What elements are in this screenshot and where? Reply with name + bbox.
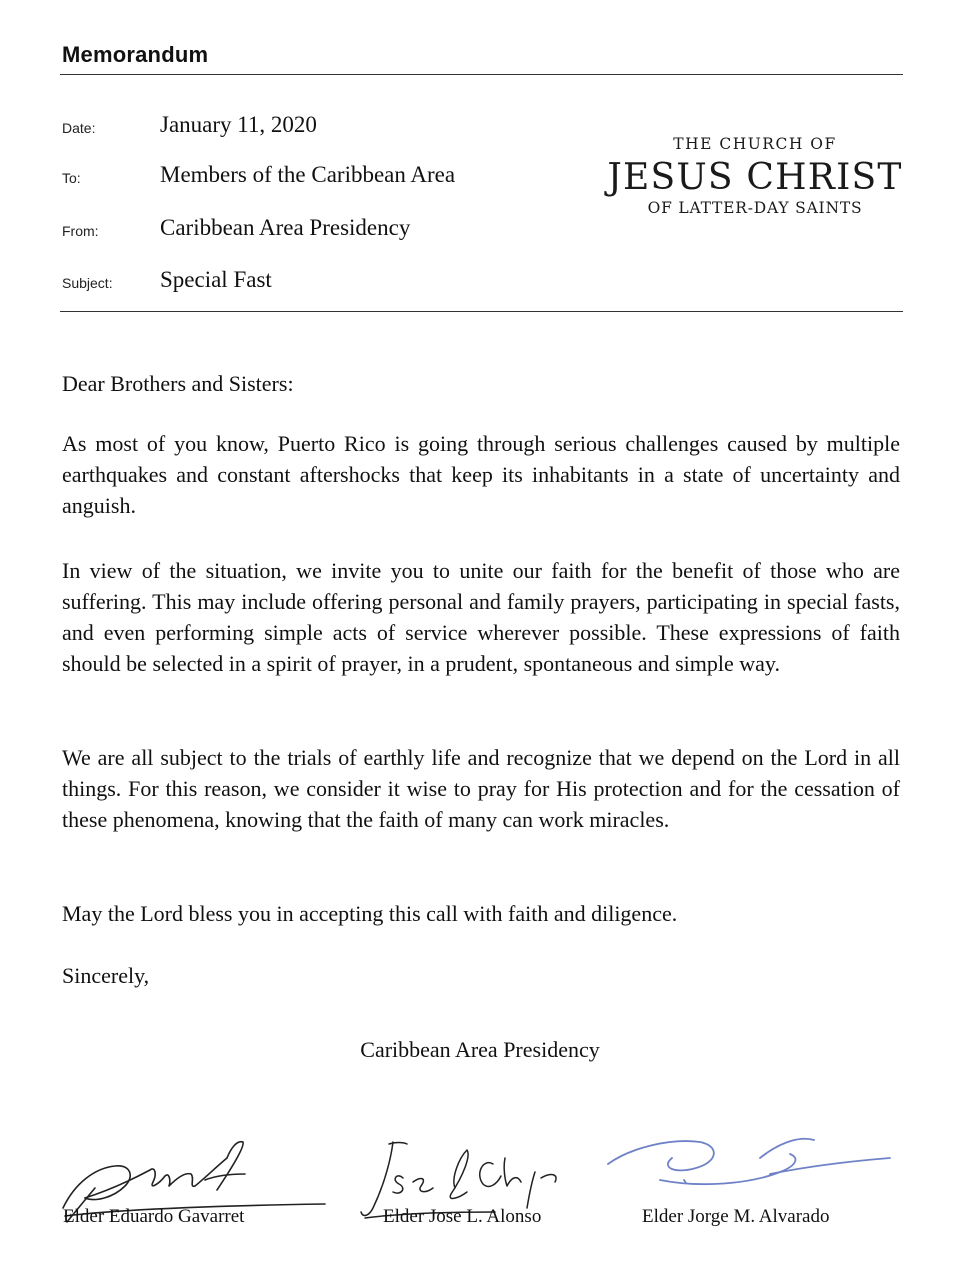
header-row-to — [62, 162, 582, 192]
from-label: From: — [62, 223, 99, 239]
signature-block-gavarret — [55, 1128, 345, 1238]
to-value: Members of the Caribbean Area — [160, 162, 456, 187]
from-value: Caribbean Area Presidency — [160, 215, 411, 240]
closing: Sincerely, — [62, 963, 150, 988]
date-label: Date: — [62, 120, 96, 136]
logo-line-the-church-of: THE CHURCH OF — [673, 135, 837, 153]
signature-block-alvarado — [600, 1128, 900, 1238]
signer-name-2: Elder Jose L. Alonso — [383, 1206, 542, 1227]
signoff-title: Caribbean Area Presidency — [360, 1037, 600, 1062]
date-value: January 11, 2020 — [160, 112, 317, 137]
header-row-subject — [62, 267, 582, 297]
logo-line-latter-day-saints: OF LATTER-DAY SAINTS — [647, 199, 863, 217]
logo-line-jesus-christ: JESUS CHRIST — [607, 157, 903, 198]
header-top-divider — [60, 74, 903, 75]
header-row-date — [62, 112, 582, 142]
header-bottom-divider — [60, 311, 903, 312]
church-logo — [600, 134, 910, 217]
signature-block-alonso — [355, 1128, 615, 1238]
paragraph-3: We are all subject to the trials of earthly life and recognize that we depend on the Lord in all things. For this reason, we consider it wise to pray for His protection and for the cessation of these phenomena, knowing that the faith of many can work miracles. — [62, 745, 900, 832]
subject-value: Special Fast — [160, 267, 272, 292]
subject-label: Subject: — [62, 275, 113, 291]
signer-name-1: Elder Eduardo Gavarret — [63, 1206, 245, 1227]
memo-title: Memorandum — [62, 42, 209, 67]
paragraph-2: In view of the situation, we invite you to unite our faith for the benefit of those who are suffering. This may include offering personal and family prayers, participating in special fasts, and even performing simple acts of service wherever possible. These expressions of faith should be selected in a spirit of prayer, in a prudent, spontaneous and simple way. — [62, 558, 900, 676]
salutation: Dear Brothers and Sisters: — [62, 371, 294, 396]
signer-name-3: Elder Jorge M. Alvarado — [642, 1206, 830, 1227]
paragraph-1: As most of you know, Puerto Rico is going through serious challenges caused by multiple earthquakes and constant aftershocks that keep its inhabitants in a state of uncertainty and anguish. — [62, 431, 900, 518]
to-label: To: — [62, 170, 81, 186]
paragraph-4: May the Lord bless you in accepting this call with faith and diligence. — [62, 901, 678, 926]
header-row-from — [62, 215, 582, 245]
